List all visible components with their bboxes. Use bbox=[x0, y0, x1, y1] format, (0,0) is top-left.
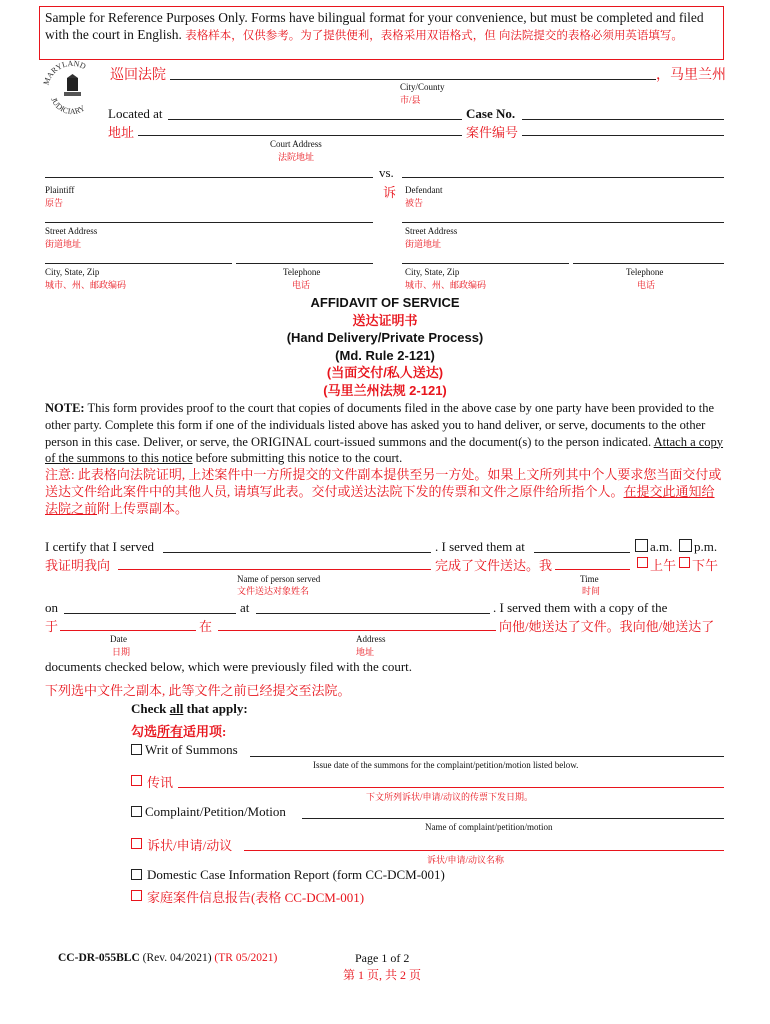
plaintiff-phone-caption: Telephone bbox=[283, 267, 321, 277]
maryland-judiciary-seal bbox=[40, 56, 104, 120]
defendant-phone-field[interactable] bbox=[573, 263, 724, 264]
domestic-report-checkbox-zh[interactable] bbox=[131, 890, 142, 901]
date-field-zh[interactable] bbox=[60, 630, 196, 631]
court-address-caption: Court Address bbox=[270, 139, 322, 149]
form-rule-zh: (马里兰州法规 2-121) bbox=[323, 382, 447, 398]
defendant-city-field[interactable] bbox=[402, 263, 569, 264]
name-served-caption: Name of person served bbox=[237, 574, 321, 584]
pm-checkbox-zh[interactable] bbox=[679, 557, 690, 568]
on-label-zh: 于 bbox=[45, 619, 59, 634]
domestic-report-label: Domestic Case Information Report (form CC-DCM-001) bbox=[147, 867, 445, 882]
time-field-zh[interactable] bbox=[555, 569, 630, 570]
case-number-field[interactable] bbox=[522, 119, 724, 120]
service-address-field-zh[interactable] bbox=[218, 630, 496, 631]
domestic-report-label-zh: 家庭案件信息报告(表格 CC-DCM-001) bbox=[147, 890, 365, 905]
i-certify-label: I certify that I served bbox=[45, 539, 155, 554]
plaintiff-street-caption-zh: 街道地址 bbox=[45, 239, 82, 249]
note-text-zh: 注意: 此表格向法院证明, 上述案件中一方所提交的文件副本提供至另一方处。如果上文所列其中个人要求您当面交付或送达文件给此案件中的其他人员, 请填写此表。交付或送达法院下发的传票和文件之原件给所指个人。 bbox=[45, 467, 722, 499]
reference-notice-box bbox=[39, 6, 724, 60]
plaintiff-phone-field[interactable] bbox=[236, 263, 373, 264]
plaintiff-city-caption: City, State, Zip bbox=[45, 267, 100, 277]
note-attach-underlined: Attach a copy of the summons to this notice bbox=[45, 434, 724, 466]
note-attach-underlined-zh: 在提交此通知给法院之前 bbox=[45, 483, 715, 516]
summons-date-field-zh[interactable] bbox=[178, 787, 724, 788]
form-translation-rev: (TR 05/2021) bbox=[214, 952, 278, 964]
form-subtitle-zh: (当面交付/私人送达) bbox=[326, 365, 444, 380]
person-served-field-zh[interactable] bbox=[118, 569, 431, 570]
service-address-field[interactable] bbox=[256, 613, 490, 614]
check-all-heading: Check all that apply: bbox=[131, 701, 248, 716]
on-label: on bbox=[45, 600, 58, 615]
located-at-label: Located at bbox=[108, 106, 163, 121]
complaint-checkbox[interactable] bbox=[131, 806, 142, 817]
vs-label-zh: 诉 bbox=[383, 185, 397, 200]
copy-of-label-zh: 向他/她送达了文件。我向他/她送达了 bbox=[499, 619, 715, 634]
case-number-field-2[interactable] bbox=[522, 135, 724, 136]
form-title: AFFIDAVIT OF SERVICE bbox=[310, 295, 460, 310]
complaint-name-field-zh[interactable] bbox=[244, 850, 724, 851]
county-line[interactable] bbox=[170, 79, 656, 80]
city-county-caption: City/County bbox=[400, 82, 445, 92]
summons-label: Writ of Summons bbox=[145, 742, 238, 757]
defendant-name-field[interactable] bbox=[402, 177, 724, 178]
court-address-caption-zh: 法院地址 bbox=[278, 152, 315, 162]
court-address-field[interactable] bbox=[168, 119, 462, 120]
note-paragraph-zh bbox=[45, 467, 727, 517]
am-label: a.m. bbox=[650, 539, 673, 554]
city-county-caption-zh: 市/县 bbox=[400, 95, 421, 105]
reference-notice-en: Sample for Reference Purposes Only. Forms have bilingual format for your convenience, but must be completed and filed with the court in English. bbox=[45, 10, 704, 42]
plaintiff-street-caption: Street Address bbox=[45, 226, 98, 236]
date-caption-zh: 日期 bbox=[112, 647, 131, 657]
plaintiff-city-caption-zh: 城市、州、邮政编码 bbox=[45, 280, 127, 290]
svg-text:MARYLAND: MARYLAND bbox=[41, 58, 88, 87]
note-text-end-zh: 附上传票副本。 bbox=[97, 500, 189, 516]
complaint-label: Complaint/Petition/Motion bbox=[145, 804, 286, 819]
defendant-caption-zh: 被告 bbox=[405, 198, 424, 208]
defendant-phone-caption-zh: 电话 bbox=[637, 280, 656, 290]
at-label: at bbox=[240, 600, 250, 615]
defendant-caption: Defendant bbox=[405, 185, 443, 195]
domestic-report-checkbox[interactable] bbox=[131, 869, 142, 880]
located-at-label-zh: 地址 bbox=[108, 125, 135, 140]
maryland-label-zh: ，马里兰州 bbox=[656, 68, 726, 83]
summons-caption: Issue date of the summons for the complaint/petition/motion listed below. bbox=[313, 760, 579, 770]
summons-label-zh: 传讯 bbox=[147, 775, 174, 790]
copy-of-label: . I served them with a copy of the bbox=[493, 600, 668, 615]
plaintiff-city-field[interactable] bbox=[45, 263, 232, 264]
at-label-zh: 在 bbox=[199, 619, 213, 634]
plaintiff-caption-zh: 原告 bbox=[45, 198, 64, 208]
note-text: This form provides proof to the court that copies of documents filed in the above case by one party have been provided to the other party. Complete this form if one of the individuals listed above has asked you to hand deliver, or serve, documents to the other person in this case. Deliver, or serve, the ORIGINAL court-issued summons and the document(s) to the person indicated. bbox=[45, 401, 715, 449]
form-rule: (Md. Rule 2-121) bbox=[335, 347, 435, 363]
court-address-field-2[interactable] bbox=[138, 135, 462, 136]
plaintiff-caption: Plaintiff bbox=[45, 185, 75, 195]
address-caption-zh: 地址 bbox=[356, 647, 375, 657]
am-label-zh: 上午 bbox=[650, 558, 677, 573]
am-checkbox-zh[interactable] bbox=[637, 557, 648, 568]
form-id bbox=[58, 952, 277, 964]
person-served-field[interactable] bbox=[163, 552, 431, 553]
complaint-name-field[interactable] bbox=[302, 818, 724, 819]
address-caption: Address bbox=[356, 634, 386, 644]
form-revision: (Rev. 04/2021) bbox=[139, 952, 215, 964]
page-number-zh: 第 1 页, 共 2 页 bbox=[343, 968, 422, 982]
complaint-caption-zh: 诉状/申请/动议名称 bbox=[427, 855, 505, 865]
complaint-caption: Name of complaint/petition/motion bbox=[425, 822, 553, 832]
name-served-caption-zh: 文件送达对象姓名 bbox=[237, 586, 310, 596]
summons-checkbox-zh[interactable] bbox=[131, 775, 142, 786]
plaintiff-street-field[interactable] bbox=[45, 222, 373, 223]
time-field[interactable] bbox=[534, 552, 630, 553]
defendant-city-caption-zh: 城市、州、邮政编码 bbox=[405, 280, 487, 290]
form-subtitle: (Hand Delivery/Private Process) bbox=[286, 330, 484, 345]
circuit-court-label-zh: 巡回法院 bbox=[110, 68, 166, 83]
time-caption-zh: 时间 bbox=[582, 586, 601, 596]
vs-label: vs. bbox=[379, 165, 394, 180]
defendant-street-caption-zh: 街道地址 bbox=[405, 239, 442, 249]
defendant-city-caption: City, State, Zip bbox=[405, 267, 460, 277]
summons-date-field[interactable] bbox=[250, 756, 724, 757]
plaintiff-name-field[interactable] bbox=[45, 177, 373, 178]
date-field[interactable] bbox=[64, 613, 236, 614]
complaint-label-zh: 诉状/申请/动议 bbox=[147, 838, 233, 853]
summons-caption-zh: 下文所列诉状/申请/动议的传票下发日期。 bbox=[366, 792, 534, 802]
case-no-label-zh: 案件编号 bbox=[466, 125, 519, 140]
form-title-block bbox=[185, 294, 585, 399]
i-certify-label-zh: 我证明我向 bbox=[45, 558, 111, 573]
documents-checked-text: documents checked below, which were previously filed with the court. bbox=[45, 659, 413, 674]
served-at-label: . I served them at bbox=[435, 539, 525, 554]
am-checkbox[interactable] bbox=[635, 539, 648, 552]
pm-checkbox[interactable] bbox=[679, 539, 692, 552]
check-all-heading-zh: 勾选所有适用项: bbox=[131, 724, 227, 739]
defendant-phone-caption: Telephone bbox=[626, 267, 664, 277]
plaintiff-phone-caption-zh: 电话 bbox=[292, 280, 311, 290]
defendant-street-field[interactable] bbox=[402, 222, 724, 223]
time-caption: Time bbox=[580, 574, 599, 584]
pm-label-zh: 下午 bbox=[692, 558, 719, 573]
form-title-zh: 送达证明书 bbox=[352, 312, 418, 328]
note-text-end: before submitting this notice to the court. bbox=[192, 451, 403, 466]
date-caption: Date bbox=[110, 634, 127, 644]
note-label: NOTE: bbox=[45, 401, 85, 415]
note-paragraph bbox=[45, 400, 727, 467]
svg-text:JUDICIARY: JUDICIARY bbox=[49, 96, 87, 117]
reference-notice-zh: 表格样本，仅供参考。为了提供便利，表格采用双语格式，但 向法院提交的表格必须用英语填写。 bbox=[185, 30, 683, 42]
defendant-street-caption: Street Address bbox=[405, 226, 458, 236]
form-id-code: CC-DR-055BLC bbox=[58, 952, 140, 964]
served-at-label-zh: 完成了文件送达。我 bbox=[435, 558, 553, 573]
summons-checkbox[interactable] bbox=[131, 744, 142, 755]
pm-label: p.m. bbox=[694, 539, 718, 554]
complaint-checkbox-zh[interactable] bbox=[131, 838, 142, 849]
page-number: Page 1 of 2 bbox=[355, 951, 410, 965]
documents-checked-text-zh: 下列选中文件之副本, 此等文件之前已经提交至法院。 bbox=[45, 683, 351, 698]
case-no-label: Case No. bbox=[466, 106, 516, 121]
